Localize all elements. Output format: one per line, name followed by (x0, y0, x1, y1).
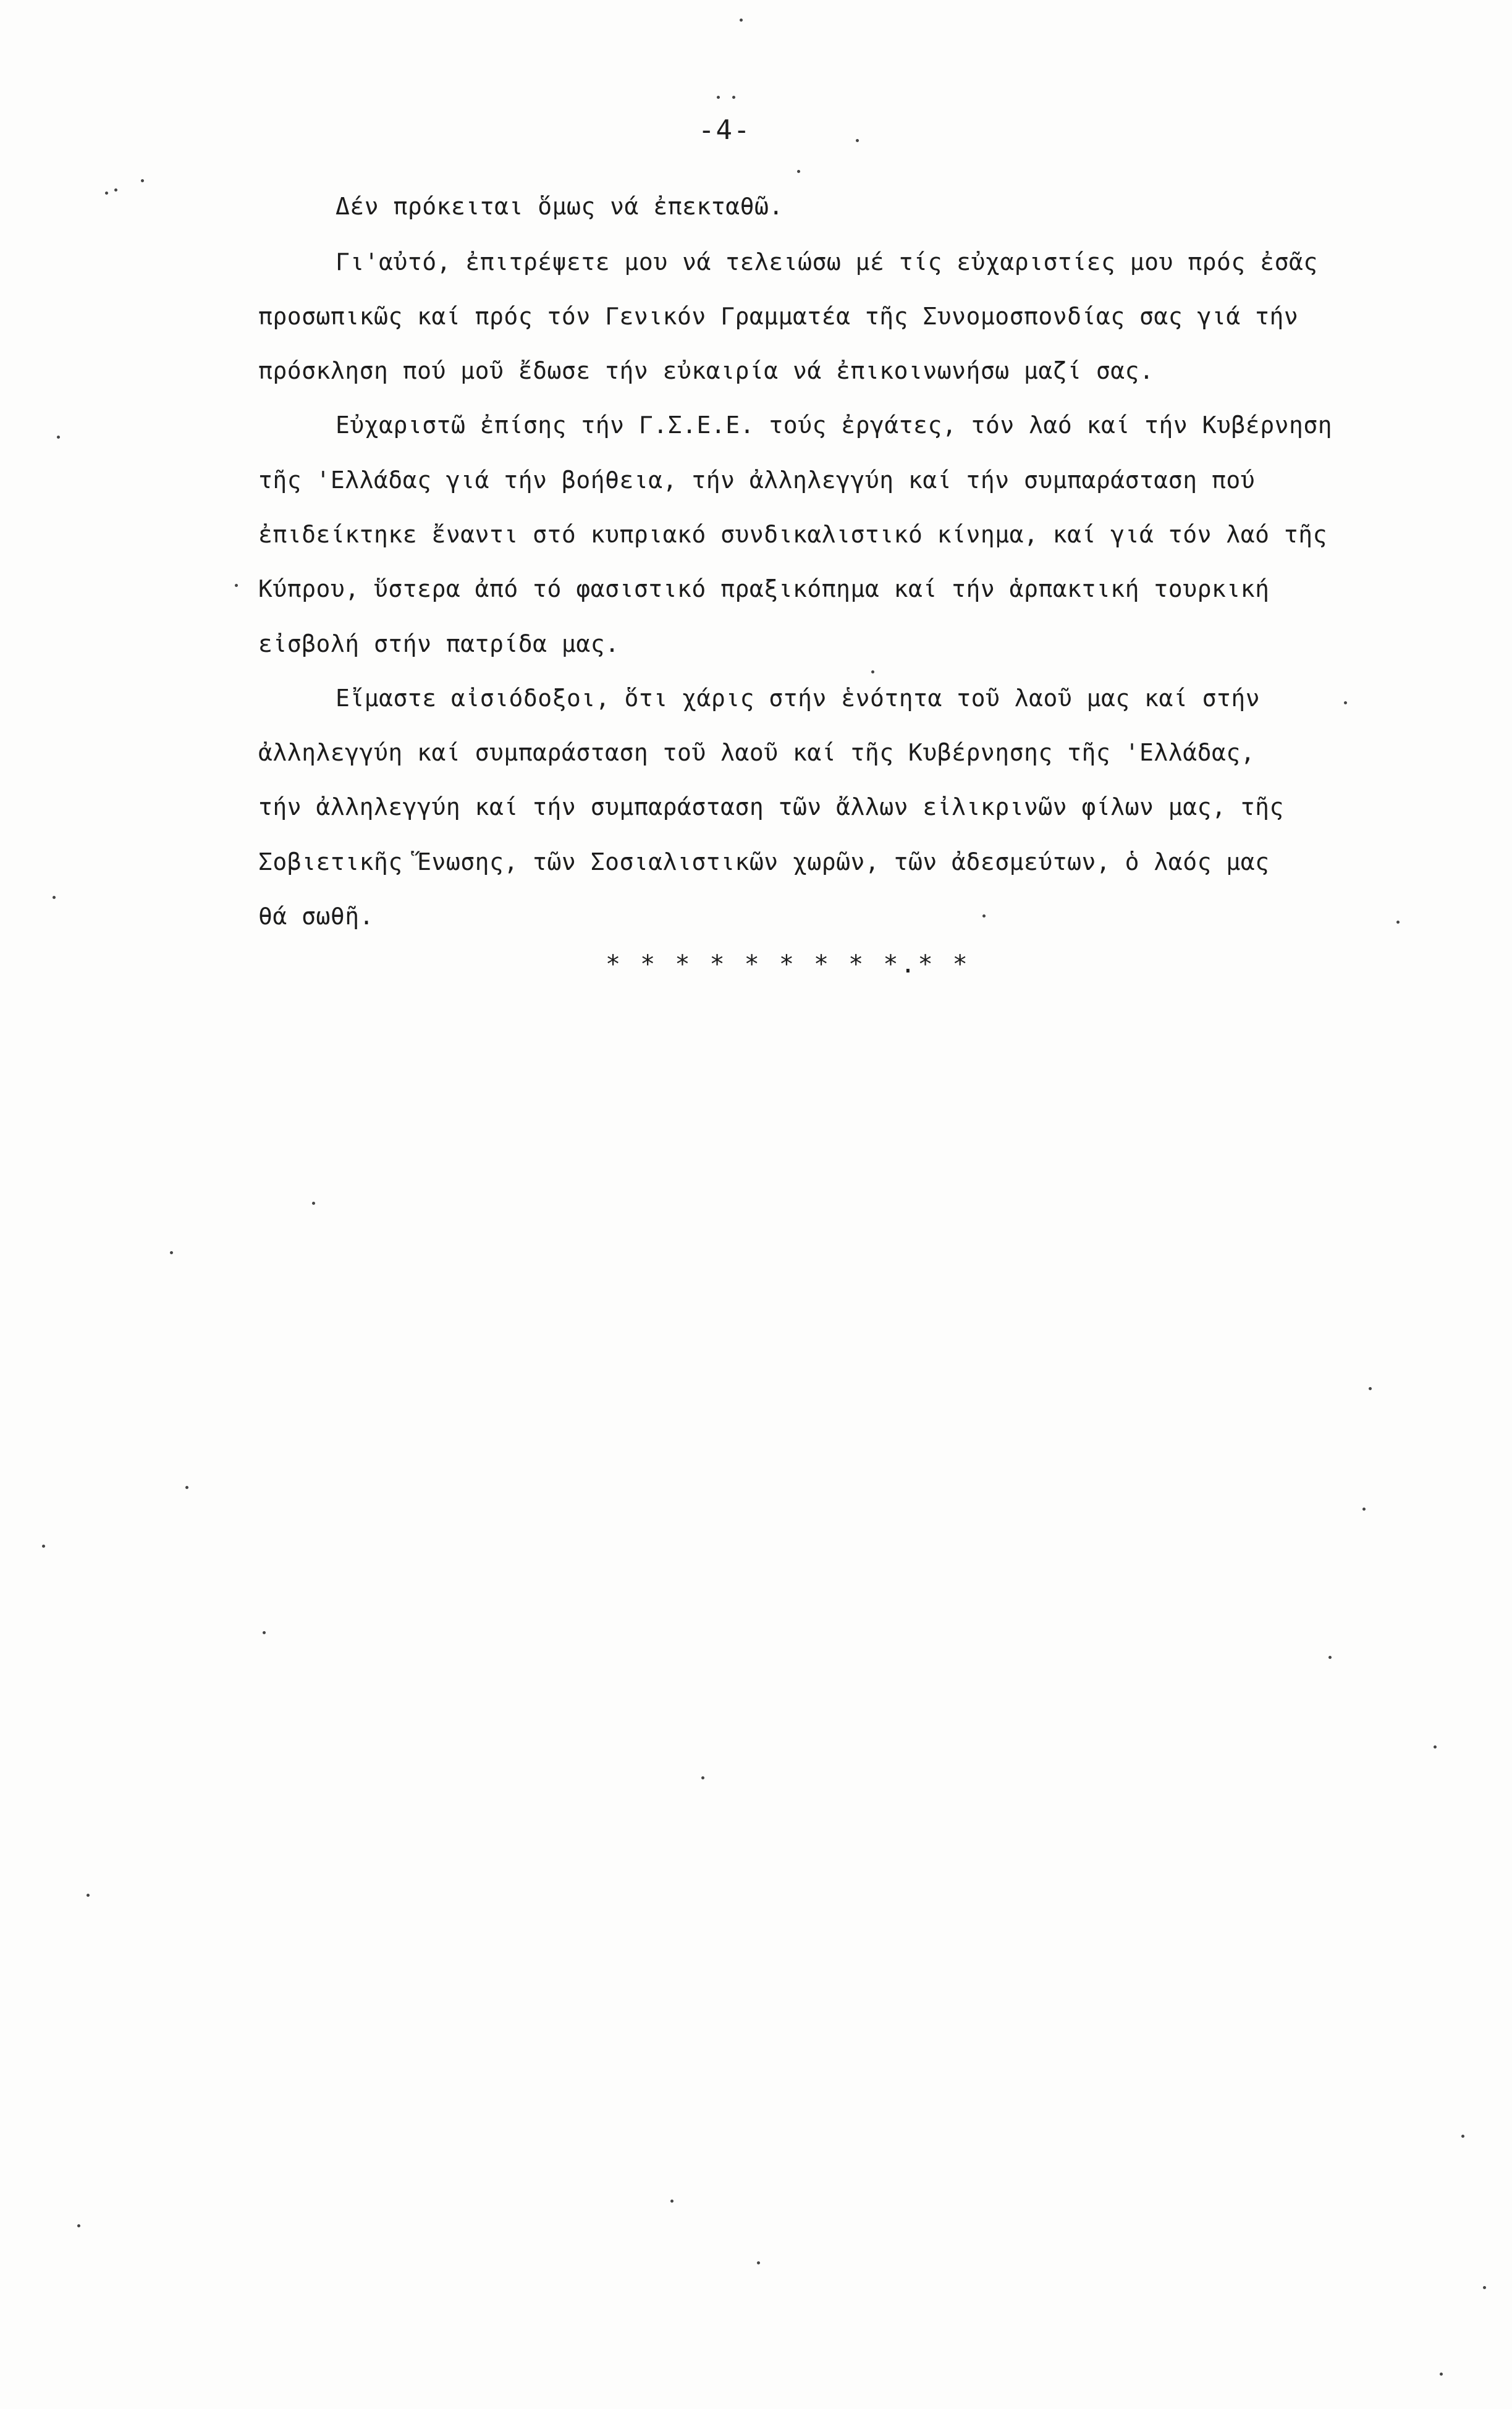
text-line: Εὐχαριστῶ ἐπίσης τήν Γ.Σ.Ε.Ε. τούς ἐργάτες, τόν λαό καί τήν Κυβέρνηση (336, 411, 1333, 439)
scan-speck (717, 96, 720, 99)
text-line: Γι'αὐτό, ἐπιτρέψετε μου νά τελειώσω μέ τίς εὐχαριστίες μου πρός ἐσᾶς (336, 248, 1318, 276)
text-line: τῆς 'Ελλάδας γιά τήν βοήθεια, τήν ἀλληλεγγύη καί τήν συμπαράσταση πού (258, 466, 1256, 494)
scan-speck (1440, 2373, 1443, 2376)
text-line: ἀλληλεγγύη καί συμπαράσταση τοῦ λαοῦ καί τῆς Κυβέρνησης τῆς 'Ελλάδας, (258, 739, 1256, 766)
text-line: τήν ἀλληλεγγύη καί τήν συμπαράσταση τῶν ἄλλων εἰλικρινῶν φίλων μας, τῆς (258, 793, 1284, 821)
scan-speck (1344, 701, 1347, 704)
text-line: πρόσκληση πού μοῦ ἔδωσε τήν εὐκαιρία νά ἐπικοινωνήσω μαζί σας. (258, 357, 1154, 384)
scan-speck (170, 1251, 173, 1254)
scan-speck (732, 96, 735, 99)
text-line: Δέν πρόκειται ὅμως νά ἐπεκταθῶ. (336, 193, 783, 220)
scan-speck (1369, 1387, 1372, 1390)
text-line: εἰσβολή στήν πατρίδα μας. (258, 630, 620, 657)
scan-speck (53, 896, 56, 899)
text-line: προσωπικῶς καί πρός τόν Γενικόν Γραμματέα τῆς Συνομοσπονδίας σας γιά τήν (258, 303, 1299, 330)
scan-speck (57, 436, 60, 439)
text-line: ἐπιδείκτηκε ἔναντι στό κυπριακό συνδικαλιστικό κίνημα, καί γιά τόν λαό τῆς (258, 521, 1327, 548)
scan-speck (797, 170, 800, 173)
scan-speck (871, 670, 874, 673)
scan-speck (1434, 1745, 1437, 1749)
scan-speck (114, 188, 117, 192)
scan-speck (856, 139, 859, 142)
scan-speck (670, 2200, 674, 2203)
text-line: Σοβιετικῆς Ἕνωσης, τῶν Σοσιαλιστικῶν χωρῶν, τῶν ἀδεσμεύτων, ὁ λαός μας (258, 848, 1270, 875)
text-line: Εἴμαστε αἰσιόδοξοι, ὅτι χάρις στήν ἑνότητα τοῦ λαοῦ μας καί στήν (336, 685, 1261, 712)
page-number: -4- (698, 114, 751, 146)
separator-asterisks: * * * * * * * * *.* * (606, 950, 970, 979)
text-line: Κύπρου, ὕστερα ἀπό τό φασιστικό πραξικόπημα καί τήν ἁρπακτική τουρκική (258, 575, 1270, 602)
text-line: θά σωθῆ. (258, 903, 374, 930)
scan-speck (42, 1545, 45, 1548)
scan-speck (105, 192, 108, 195)
scan-speck (263, 1631, 266, 1634)
scan-speck (1328, 1656, 1332, 1659)
scan-speck (312, 1202, 315, 1205)
scan-speck (1362, 1508, 1366, 1511)
scan-speck (1396, 921, 1400, 924)
scan-speck (141, 179, 144, 182)
scan-speck (701, 1776, 704, 1779)
scan-speck (87, 1894, 90, 1897)
scan-speck (757, 2261, 760, 2264)
scan-speck (740, 19, 743, 22)
scan-speck (235, 584, 238, 587)
scan-speck (1483, 2286, 1486, 2289)
scan-speck (1461, 2135, 1464, 2138)
scan-speck (982, 914, 986, 918)
scan-speck (77, 2224, 80, 2227)
scan-speck (185, 1486, 188, 1489)
